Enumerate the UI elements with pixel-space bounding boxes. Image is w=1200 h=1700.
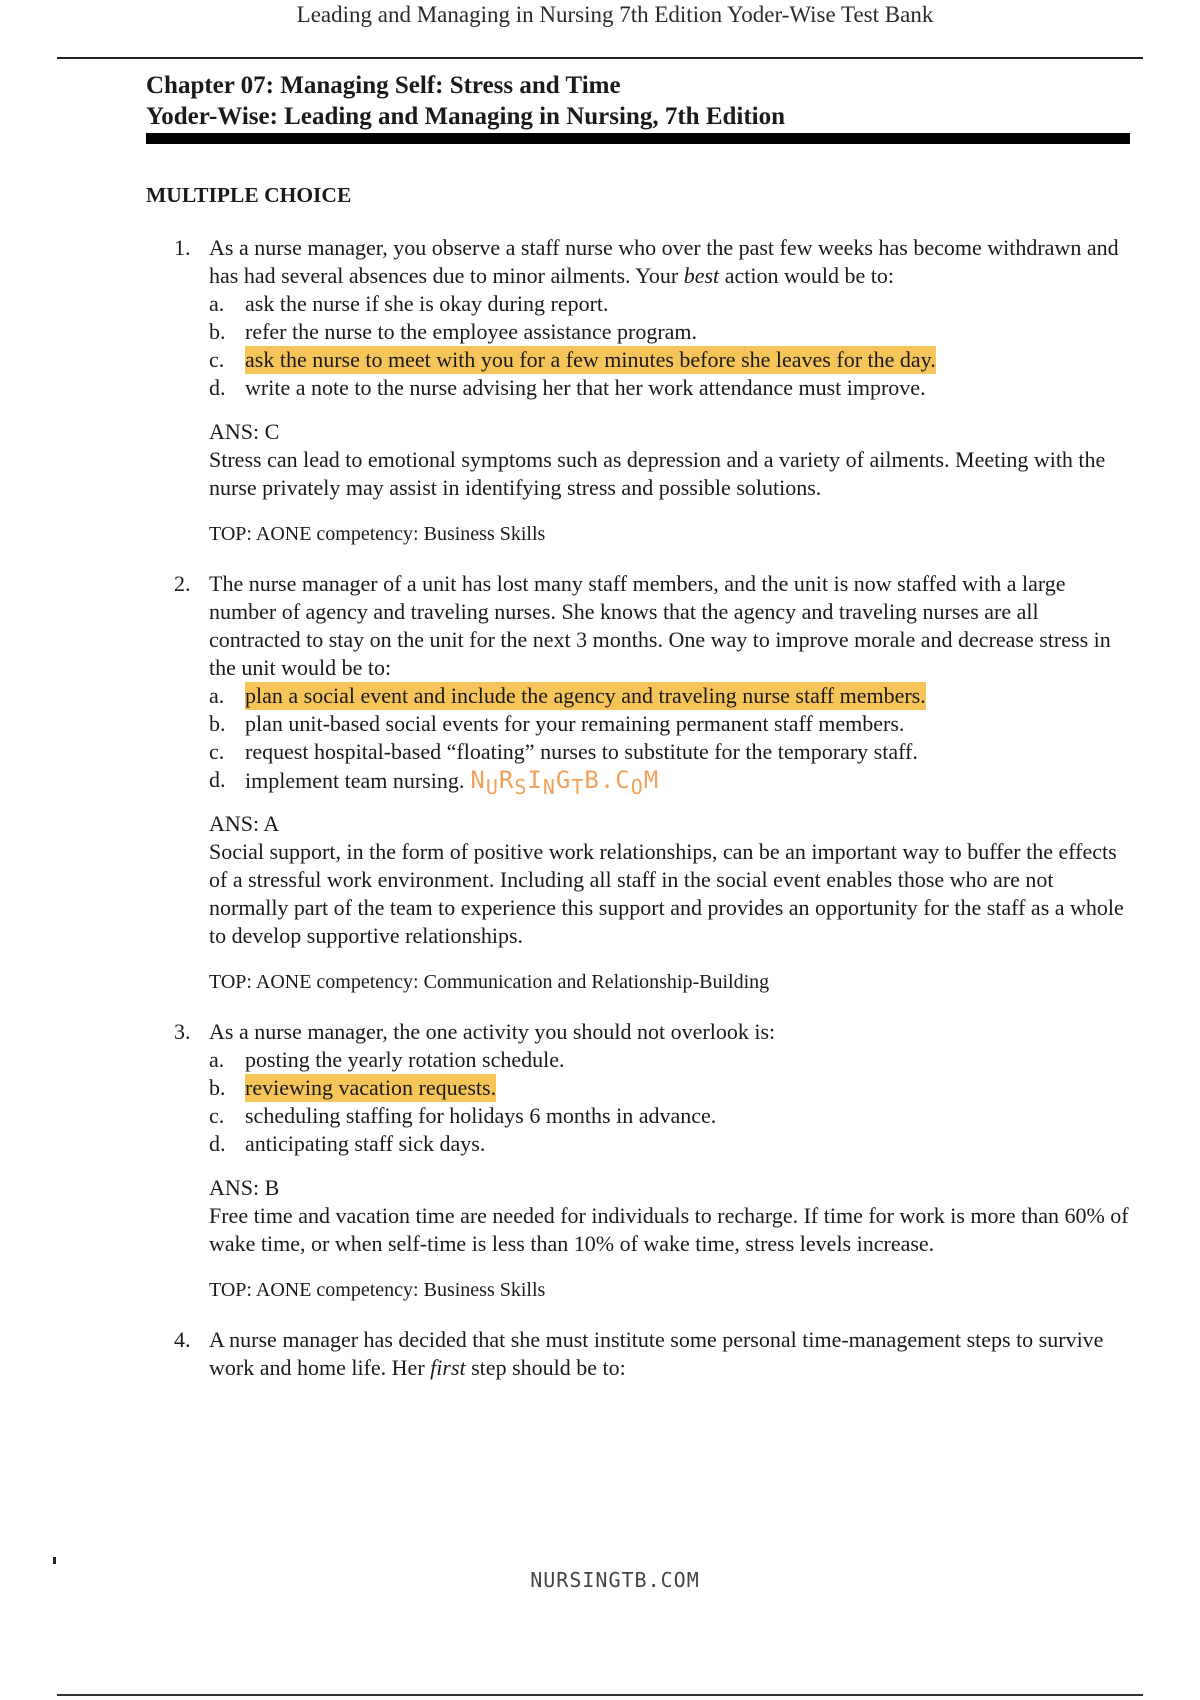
option-text: posting the yearly rotation schedule. — [245, 1047, 565, 1072]
option-text: ask the nurse if she is okay during report. — [245, 291, 609, 316]
topic-tag: TOP: AONE competency: Communication and Relationship-Building — [209, 971, 770, 993]
option-letter: c. — [209, 739, 225, 764]
rationale: Social support, in the form of positive work relationships, can be an important way to buffer the effects of a stressful work environment. Including all staff in the social event enables those who are not normally part of the team to experience this support and provides an opportunity for the staff as a whole to develop supportive relationships. — [209, 839, 1124, 948]
option-d — [0, 374, 1200, 402]
option-text-highlighted: plan a social event and include the agency and traveling nurse staff members. — [245, 683, 926, 708]
option-letter: a. — [209, 1047, 225, 1072]
watermark-char: R — [498, 766, 515, 794]
watermark-char: M — [643, 766, 660, 794]
option-letter: d. — [209, 1131, 226, 1156]
option-text: plan unit-based social events for your remaining permanent staff members. — [245, 711, 905, 736]
answer-options — [0, 682, 1200, 799]
stem-emphasis: best — [683, 263, 720, 288]
option-letter: d. — [209, 375, 226, 400]
question-1 — [0, 234, 1200, 548]
watermark-char: T — [571, 775, 585, 799]
answer-options — [0, 290, 1200, 402]
watermark-char: C — [615, 766, 631, 794]
header-divider — [57, 57, 1143, 59]
watermark-char: B — [584, 766, 600, 794]
option-letter: a. — [209, 291, 225, 316]
rationale: Free time and vacation time are needed for individuals to recharge. If time for work is more than 60% of wake time, or when self-time is less than 10% of wake time, stress levels increase. — [209, 1203, 1129, 1256]
section-heading: MULTIPLE CHOICE — [146, 183, 352, 207]
option-text: anticipating staff sick days. — [245, 1131, 486, 1156]
stem-emphasis: first — [430, 1355, 466, 1380]
question-3 — [0, 1018, 1200, 1304]
option-letter: c. — [209, 1103, 225, 1128]
title-divider — [146, 133, 1130, 144]
option-letter: b. — [209, 319, 226, 344]
question-list — [0, 234, 1200, 1382]
watermark-char: I — [527, 766, 543, 794]
inline-watermark — [470, 766, 660, 799]
question-stem — [209, 234, 1129, 290]
answer-options — [0, 1046, 1200, 1158]
option-d — [0, 766, 1200, 799]
question-stem — [209, 1326, 1129, 1382]
watermark-char: G — [555, 766, 572, 794]
option-b — [0, 1074, 1200, 1102]
option-text: refer the nurse to the employee assistance program. — [245, 319, 698, 344]
option-text-highlighted: reviewing vacation requests. — [245, 1075, 497, 1100]
running-header: Leading and Managing in Nursing 7th Edition Yoder-Wise Test Bank — [296, 2, 934, 27]
option-text-highlighted: ask the nurse to meet with you for a few minutes before she leaves for the day. — [245, 347, 936, 372]
option-letter: c. — [209, 347, 225, 372]
footer-watermark: NURSINGTB.COM — [530, 1568, 700, 1592]
option-text: scheduling staffing for holidays 6 months in advance. — [245, 1103, 717, 1128]
question-stem: As a nurse manager, the one activity you should not overlook is: — [209, 1019, 776, 1044]
option-c — [0, 346, 1200, 374]
option-a — [0, 682, 1200, 710]
question-number: 2. — [174, 571, 191, 596]
option-letter: b. — [209, 1075, 226, 1100]
stem-text: As a nurse manager, you observe a staff nurse who over the past few weeks has become withdrawn and has had several absences due to minor ailments. Your — [209, 235, 1119, 288]
option-letter: b. — [209, 711, 226, 736]
watermark-char: U — [485, 775, 499, 799]
option-letter: a. — [209, 683, 225, 708]
option-text-content: implement team nursing. — [245, 768, 465, 793]
option-text: request hospital-based “floating” nurses to substitute for the temporary staff. — [245, 739, 918, 764]
topic-tag: TOP: AONE competency: Business Skills — [209, 1279, 546, 1301]
chapter-title: Chapter 07: Managing Self: Stress and Time — [146, 72, 621, 99]
question-number: 3. — [174, 1019, 191, 1044]
answer-key: ANS: C — [209, 419, 280, 444]
watermark-char: O — [630, 775, 644, 799]
option-d — [0, 1130, 1200, 1158]
watermark-char: S — [514, 775, 528, 799]
option-letter: d. — [209, 767, 226, 792]
question-number: 4. — [174, 1327, 191, 1352]
rationale: Stress can lead to emotional symptoms such as depression and a variety of ailments. Meeting with the nurse privately may assist in identifying stress and possible solutions. — [209, 447, 1106, 500]
answer-key: ANS: B — [209, 1175, 280, 1200]
stem-text: A nurse manager has decided that she must institute some personal time-management steps to survive work and home life. Her — [209, 1327, 1104, 1380]
watermark-char: N — [470, 766, 486, 794]
watermark-char: N — [542, 775, 556, 799]
option-c — [0, 738, 1200, 766]
stem-text: action would be to: — [719, 263, 894, 288]
question-number: 1. — [174, 235, 191, 260]
option-b — [0, 710, 1200, 738]
option-text — [245, 766, 660, 799]
option-a — [0, 1046, 1200, 1074]
option-b — [0, 318, 1200, 346]
option-text: write a note to the nurse advising her that her work attendance must improve. — [245, 375, 926, 400]
option-a — [0, 290, 1200, 318]
topic-tag: TOP: AONE competency: Business Skills — [209, 523, 546, 545]
watermark-char: . — [599, 766, 616, 794]
stray-mark — [53, 1557, 56, 1564]
question-stem: The nurse manager of a unit has lost many staff members, and the unit is now staffed with a large number of agency and traveling nurses. She knows that the agency and traveling nurses are all contracted to stay on the unit for the next 3 months. One way to improve morale and decrease stress in the unit would be to: — [209, 571, 1111, 680]
question-2 — [0, 570, 1200, 996]
book-title: Yoder-Wise: Leading and Managing in Nursing, 7th Edition — [146, 103, 786, 130]
chapter-heading-block — [146, 70, 1130, 132]
question-4 — [0, 1326, 1200, 1382]
option-c — [0, 1102, 1200, 1130]
stem-text: step should be to: — [465, 1355, 626, 1380]
footer-divider — [57, 1694, 1143, 1696]
answer-key: ANS: A — [209, 811, 280, 836]
